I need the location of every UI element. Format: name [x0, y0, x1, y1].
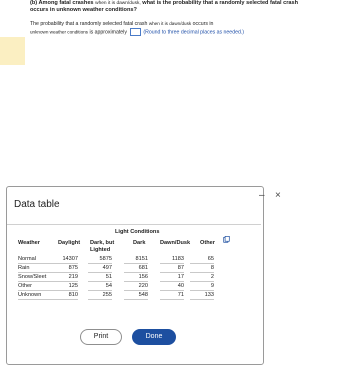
question-part: (b) [30, 0, 38, 6]
table-cell: 219 [54, 273, 78, 282]
table-cell: 8 [190, 264, 214, 273]
body-line1: The probability that a randomly selected fatal crash [30, 21, 148, 27]
col-header-dawn-dusk: Dawn/Dusk [160, 240, 191, 246]
table-cell: 40 [160, 282, 184, 291]
question-text-line2: occurs in unknown weather conditions? [30, 7, 137, 13]
close-button[interactable]: × [275, 190, 281, 201]
minimize-button[interactable]: – [259, 190, 265, 201]
print-button[interactable]: Print [80, 329, 122, 345]
table-cell: 14307 [54, 255, 78, 264]
table-cell: 156 [124, 273, 148, 282]
table-cell: 875 [54, 264, 78, 273]
answer-input[interactable] [130, 28, 141, 36]
row-label: Rain [18, 264, 54, 273]
body-mid: is approximately [89, 29, 127, 36]
side-tab-highlight [0, 37, 25, 65]
question-heading [30, 0, 346, 14]
table-cell: 133 [190, 291, 214, 300]
question-text-main: Among fatal crashes [38, 0, 94, 6]
col-daylight [54, 255, 78, 300]
col-header-other: Other [200, 240, 215, 246]
col-other [190, 255, 214, 300]
col-header-dark-lighted: Dark, but Lighted [90, 240, 115, 253]
table-cell: 65 [190, 255, 214, 264]
done-button[interactable]: Done [132, 329, 176, 345]
body-end1: occurs in [192, 21, 214, 27]
super-header: Light Conditions [115, 229, 160, 235]
row-label: Snow/Sleet [18, 273, 54, 282]
table-cell: 2 [190, 273, 214, 282]
row-label: Unknown [18, 291, 54, 300]
question-text-small: when it is dawn/dusk, [95, 1, 141, 6]
table-cell: 17 [160, 273, 184, 282]
col-dark [124, 255, 148, 300]
table-cell: 548 [124, 291, 148, 300]
row-label: Other [18, 282, 54, 291]
dialog-divider [7, 224, 261, 225]
question-panel [30, 0, 346, 36]
table-cell: 51 [88, 273, 112, 282]
col-header-daylight: Daylight [58, 240, 81, 246]
col-dawn-dusk [160, 255, 184, 300]
table-cell: 497 [88, 264, 112, 273]
table-cell: 1183 [160, 255, 184, 264]
dialog-title: Data table [14, 199, 60, 210]
body-small1: when it is dawn/dusk [148, 21, 192, 26]
table-cell: 87 [160, 264, 184, 273]
table-cell: 54 [88, 282, 112, 291]
question-body [30, 20, 346, 36]
table-cell: 220 [124, 282, 148, 291]
table-cell: 71 [160, 291, 184, 300]
row-labels [18, 255, 54, 300]
col-header-dark: Dark [133, 240, 146, 246]
table-cell: 681 [124, 264, 148, 273]
table-cell: 810 [54, 291, 78, 300]
table-cell: 9 [190, 282, 214, 291]
copy-icon[interactable] [223, 236, 230, 243]
table-cell: 5875 [88, 255, 112, 264]
rounding-hint: (Round to three decimal places as needed.) [143, 29, 245, 36]
question-text-end: what is the probability that a randomly selected fatal crash [142, 0, 299, 6]
table-cell: 8151 [124, 255, 148, 264]
body-small2: unknown weather conditions [30, 29, 88, 35]
col-dark-lighted [88, 255, 112, 300]
table-cell: 255 [88, 291, 112, 300]
window-controls [259, 190, 299, 202]
row-label: Normal [18, 255, 54, 264]
table-cell: 125 [54, 282, 78, 291]
row-header: Weather [18, 240, 40, 246]
